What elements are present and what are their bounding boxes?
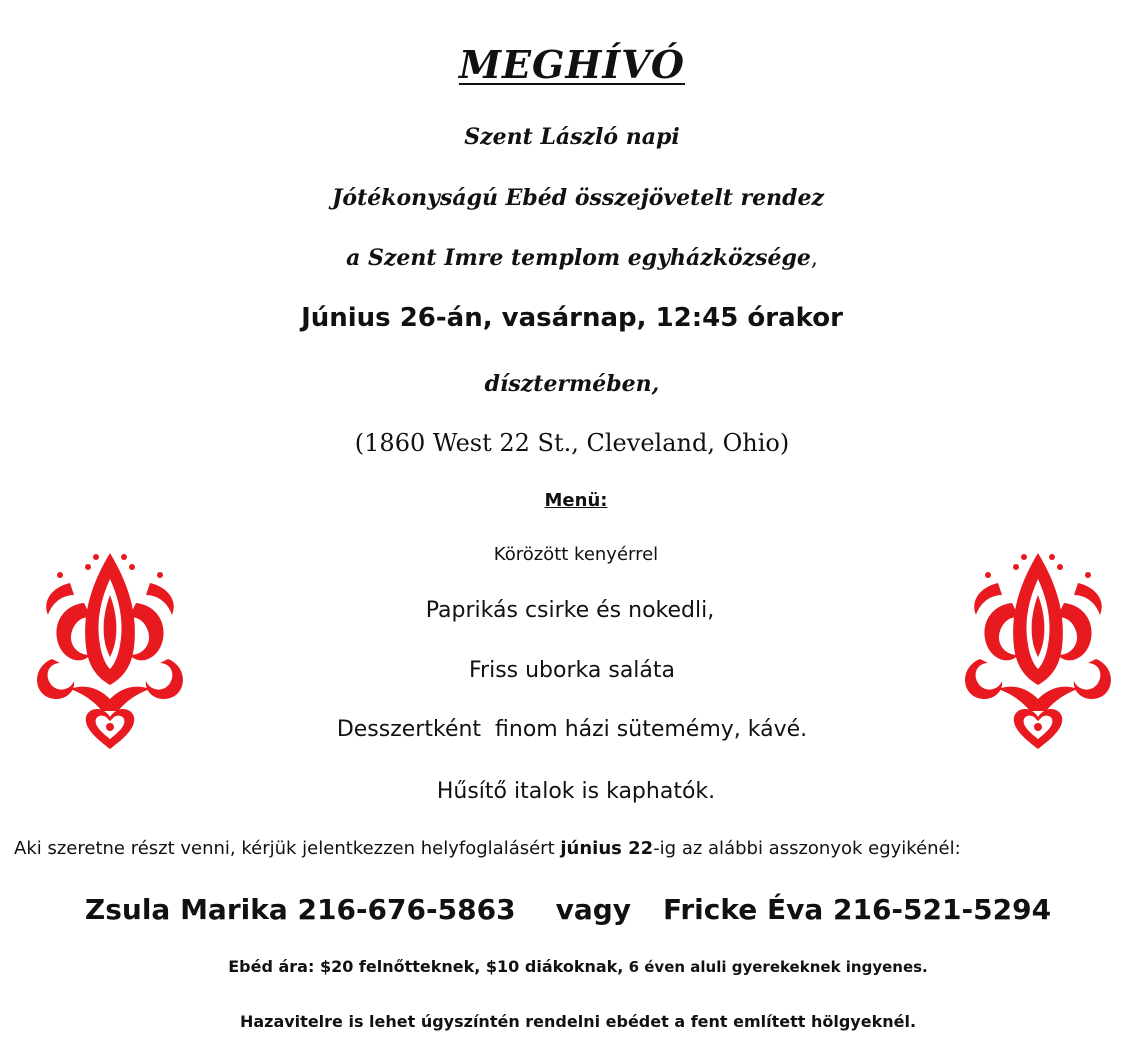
takeaway-info: Hazavitelre is lehet úgyszíntén rendelni ebédet a fent említett hölgyeknél. — [239, 1012, 917, 1031]
invitation-title: MEGHÍVÓ — [458, 42, 686, 87]
signup-instructions — [14, 838, 961, 859]
menu-item: Paprikás csirke és nokedli, — [425, 598, 715, 623]
signup-deadline: június 22 — [560, 838, 654, 859]
event-date-time: Június 26-án, vasárnap, 12:45 órakor — [301, 303, 843, 333]
menu-item: Hűsítő italok is kaphatók. — [436, 779, 716, 804]
price-info — [10, 957, 1136, 976]
price-rest: 6 éven aluli gyerekeknek ingyenes. — [623, 958, 928, 976]
organizer-line — [14, 245, 1136, 271]
event-name-line: Szent László napi — [464, 124, 680, 150]
contact-person-2: Fricke Éva 216-521-5294 — [663, 893, 1052, 926]
event-address: (1860 West 22 St., Cleveland, Ohio) — [354, 429, 790, 457]
signup-text-before: Aki szeretne részt venni, kérjük jelentkezzen helyfoglalásért — [14, 838, 561, 859]
contact-separator: vagy — [555, 893, 632, 926]
menu-title: Menü: — [544, 490, 608, 511]
contact-person-1: Zsula Marika 216-676-5863 — [84, 893, 516, 926]
event-description-line: Jótékonyságú Ebéd összejövetelt rendez — [332, 185, 824, 211]
menu-item: Desszertként finom házi sütemémy, kávé. — [336, 717, 808, 742]
organizer-comma: , — [810, 246, 818, 271]
event-venue: dísztermében, — [484, 371, 660, 397]
hungarian-tulip-ornament-icon — [958, 543, 1118, 753]
organizer-text: a Szent Imre templom egyházközsége — [346, 245, 811, 271]
contact-list — [0, 893, 1136, 926]
hungarian-tulip-ornament-icon — [30, 543, 190, 753]
price-bold: Ebéd ára: $20 felnőtteknek, $10 diákoknak, — [228, 957, 624, 976]
menu-item: Körözött kenyérrel — [493, 544, 659, 565]
menu-item: Friss uborka saláta — [468, 658, 675, 683]
signup-text-after: -ig az alábbi asszonyok egyikénél: — [653, 838, 961, 859]
